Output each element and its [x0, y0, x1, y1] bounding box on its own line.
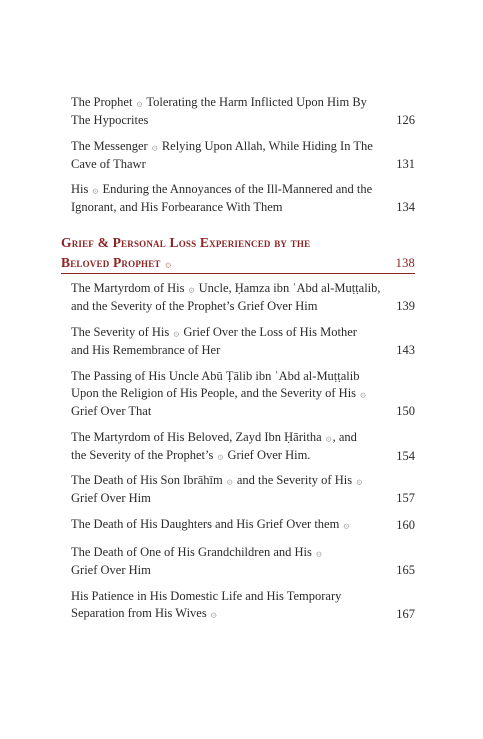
- page-number: 154: [396, 449, 415, 463]
- toc-entry[interactable]: [71, 94, 415, 129]
- entry-title: His Patience in His Domestic Life and His Temporary Separation from His Wives ۞: [71, 588, 356, 623]
- honorific-icon: ۞: [343, 520, 350, 531]
- honorific-icon: ۞: [226, 476, 233, 487]
- honorific-icon: ۞: [217, 451, 224, 462]
- toc-entry[interactable]: [71, 368, 415, 420]
- honorific-icon: ۞: [165, 259, 172, 270]
- toc-entry[interactable]: [71, 588, 415, 623]
- entry-title: The Death of One of His Grandchildren and His ۞ Grief Over Him: [71, 545, 322, 577]
- entry-title: The Messenger ۞ Relying Upon Allah, While Hiding In The Cave of Thawr: [71, 139, 373, 171]
- section-title: Grief & Personal Loss Experienced by the Beloved Prophet ۞: [61, 233, 361, 275]
- entry-title: The Martyrdom of His ۞ Uncle, Ḥamza ibn ʿAbd al-Muṭṭalib, and the Severity of the Prophet’s Grief Over Him: [71, 281, 381, 313]
- page-number: 143: [396, 343, 415, 357]
- page-number: 160: [396, 518, 415, 532]
- page-number: 126: [396, 113, 415, 127]
- entry-title: The Death of His Daughters and His Grief Over them ۞: [71, 516, 389, 534]
- honorific-icon: ۞: [325, 433, 332, 444]
- honorific-icon: ۞: [210, 609, 217, 620]
- honorific-icon: ۞: [316, 548, 322, 559]
- toc-entry[interactable]: [71, 324, 415, 359]
- section-heading[interactable]: [61, 233, 415, 275]
- entry-title: The Severity of His ۞ Grief Over the Loss of His Mother and His Remembrance of Her: [71, 325, 357, 357]
- entry-title: The Death of His Son Ibrāhīm ۞ and the Severity of His ۞ Grief Over Him: [71, 473, 363, 505]
- honorific-icon: ۞: [360, 389, 367, 400]
- honorific-icon: ۞: [188, 284, 195, 295]
- entry-title: The Martyrdom of His Beloved, Zayd Ibn Ḥāritha ۞, and the Severity of the Prophet’s ۞ Grief Over Him.: [71, 429, 361, 465]
- page-number: 134: [396, 200, 415, 214]
- honorific-icon: ۞: [136, 98, 143, 109]
- entry-title: His ۞ Enduring the Annoyances of the Ill-Mannered and the Ignorant, and His Forbearance With Them: [71, 182, 373, 214]
- toc-entry[interactable]: [71, 544, 415, 579]
- page-number: 150: [396, 404, 415, 418]
- entry-title: The Prophet ۞ Tolerating the Harm Inflicted Upon Him By The Hypocrites: [71, 95, 367, 127]
- entry-title: The Passing of His Uncle Abū Ṭālib ibn ʿAbd al-Muṭṭalib Upon the Religion of His People, and the Severity of His ۞ Grief Over That: [71, 369, 367, 418]
- page-number: 167: [396, 607, 415, 621]
- page-number: 157: [396, 491, 415, 505]
- toc-entry[interactable]: [71, 280, 415, 315]
- toc-entry[interactable]: [71, 181, 415, 216]
- toc-entry[interactable]: [71, 472, 415, 507]
- honorific-icon: ۞: [151, 142, 158, 153]
- toc-entry[interactable]: [71, 138, 415, 173]
- honorific-icon: ۞: [356, 476, 363, 487]
- page-number: 165: [396, 563, 415, 577]
- honorific-icon: ۞: [173, 328, 180, 339]
- page-number: 139: [396, 299, 415, 313]
- section-divider: [61, 273, 415, 274]
- toc-entry[interactable]: [71, 516, 415, 534]
- page-number: 131: [396, 157, 415, 171]
- toc-entry[interactable]: [71, 429, 415, 465]
- section-page-number: 138: [395, 256, 415, 270]
- honorific-icon: ۞: [92, 185, 99, 196]
